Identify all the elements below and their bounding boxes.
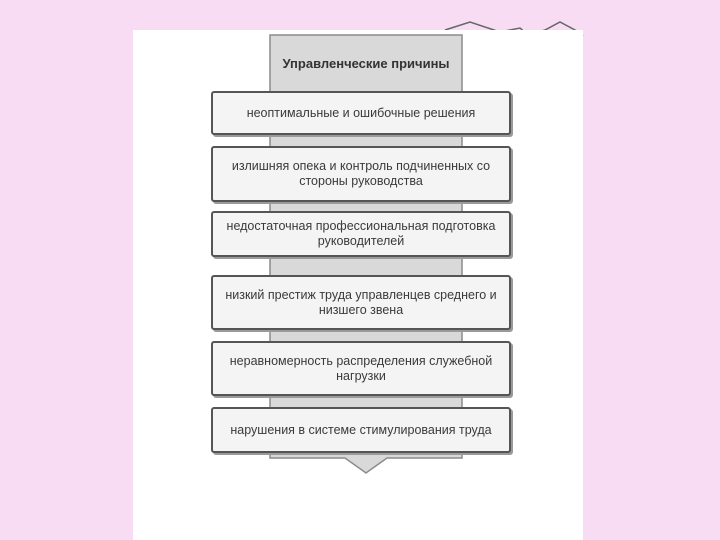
cause-box-5: неравномерность распределения служебной нагрузки: [211, 341, 511, 396]
cause-box-4: низкий престиж труда управленцев среднего и низшего звена: [211, 275, 511, 330]
cause-box-2: излишняя опека и контроль подчиненных со стороны руководства: [211, 146, 511, 202]
cause-box-6: нарушения в системе стимулирования труда: [211, 407, 511, 453]
cause-box-3: недостаточная профессиональная подготовка руководителей: [211, 211, 511, 257]
cause-box-1: неоптимальные и ошибочные решения: [211, 91, 511, 135]
slide-canvas: [133, 30, 583, 540]
diagram-title: Управленческие причины: [282, 55, 450, 71]
